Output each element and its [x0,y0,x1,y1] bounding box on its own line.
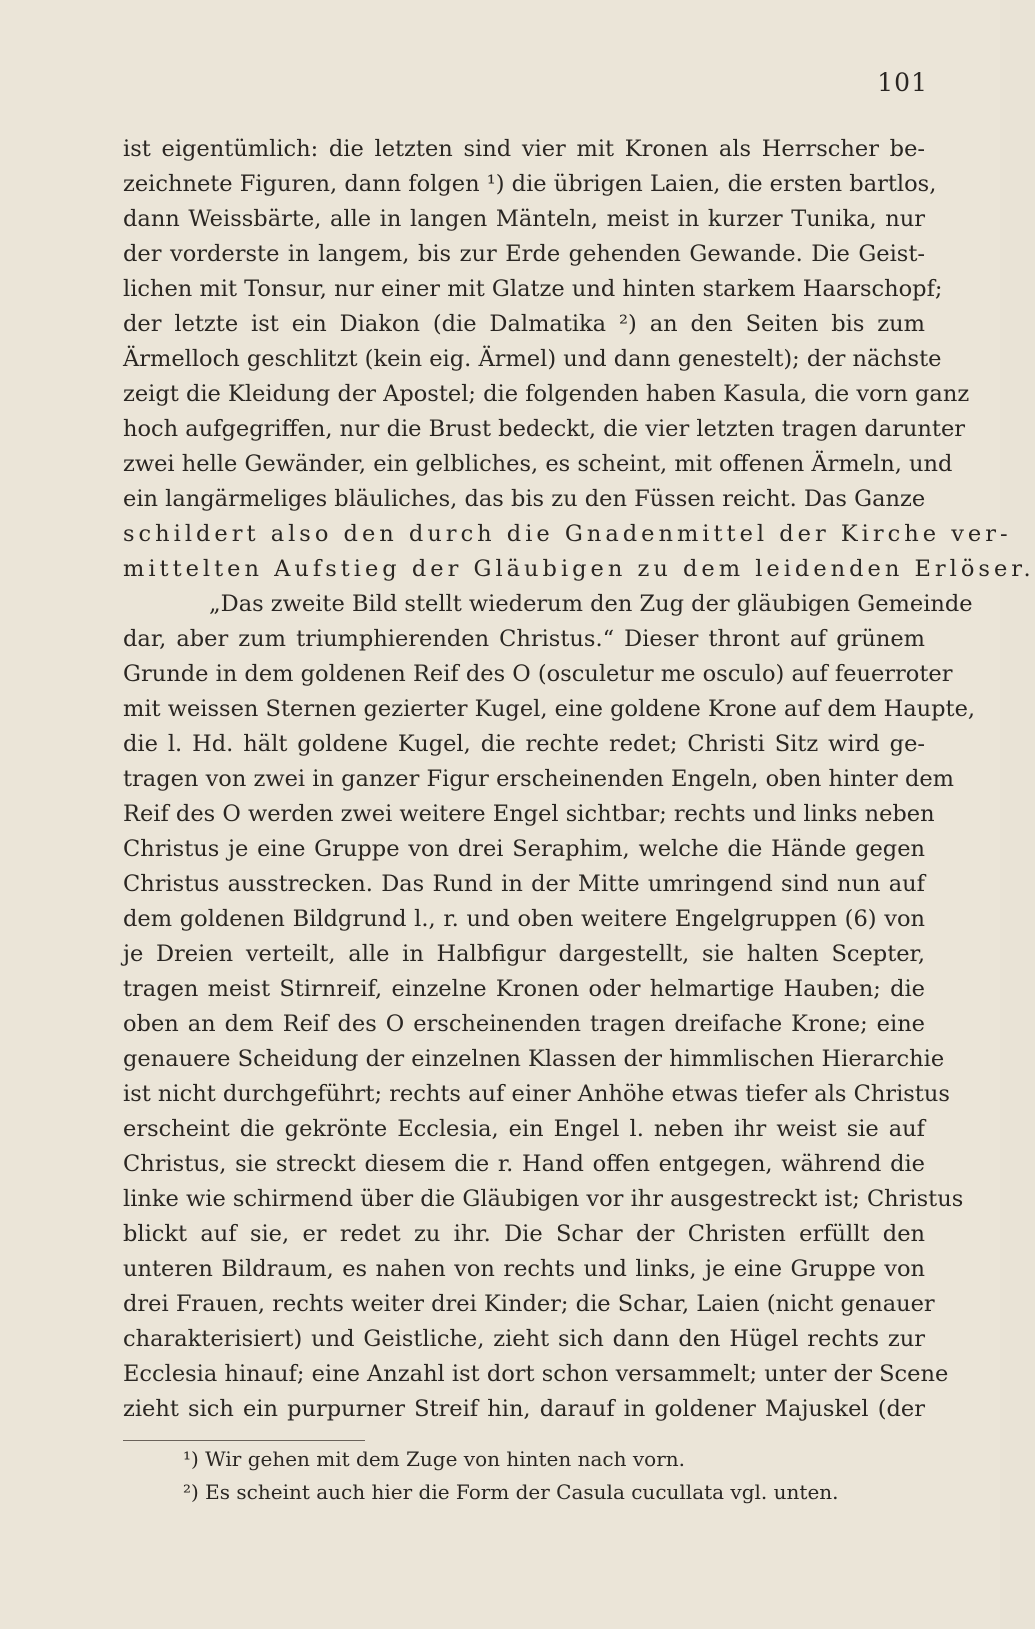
text-line: zieht sich ein purpurner Streif hin, darauf in goldener Majuskel (der [123,1396,925,1422]
text-line: ein langärmeliges bläuliches, das bis zu den Füssen reicht. Das Ganze [123,486,926,512]
text-line: Christus je eine Gruppe von drei Seraphim, welche die Hände gegen [123,836,925,862]
text-line: ist eigentümlich: die letzten sind vier mit Kronen als Herrscher be- [123,136,925,162]
footnote-1: ¹) Wir gehen mit dem Zuge von hinten nach vorn. [183,1447,686,1471]
text-line: tragen von zwei in ganzer Figur erscheinenden Engeln, oben hinter dem [123,766,954,792]
text-line: die l. Hd. hält goldene Kugel, die rechte redet; Christi Sitz wird ge- [123,731,925,757]
text-line: erscheint die gekrönte Ecclesia, ein Engel l. neben ihr weist sie auf [123,1116,925,1142]
text-line: tragen meist Stirnreif, einzelne Kronen oder helmartige Hauben; die [123,976,925,1002]
text-line: drei Frauen, rechts weiter drei Kinder; die Schar, Laien (nicht genauer [123,1291,935,1317]
text-line: Ärmelloch geschlitzt (kein eig. Ärmel) und dann genestelt); der nächste [123,346,942,372]
text-line: Grunde in dem goldenen Reif des O (osculetur me osculo) auf feuerroter [123,661,953,687]
text-line: „Das zweite Bild stellt wiederum den Zug der gläubigen Gemeinde [209,591,973,617]
text-line: lichen mit Tonsur, nur einer mit Glatze und hinten starkem Haarschopf; [123,276,943,302]
text-line: zwei helle Gewänder, ein gelbliches, es scheint, mit offenen Ärmeln, und [123,451,953,477]
text-line: genauere Scheidung der einzelnen Klassen der himmlischen Hierarchie [123,1046,945,1072]
text-line: der letzte ist ein Diakon (die Dalmatika ²) an den Seiten bis zum [123,311,925,337]
text-line: Ecclesia hinauf; eine Anzahl ist dort schon versammelt; unter der Scene [123,1361,949,1387]
text-line: mittelten Aufstieg der Gläubigen zu dem leidenden Erlöser. [123,556,1035,582]
text-line: dar, aber zum triumphierenden Christus.“ Dieser thront auf grünem [123,626,925,652]
page-number: 101 [877,68,928,97]
text-line: zeichnete Figuren, dann folgen ¹) die übrigen Laien, die ersten bartlos, [123,171,937,197]
text-line: dann Weissbärte, alle in langen Mänteln, meist in kurzer Tunika, nur [123,206,925,232]
footnotes [183,1443,923,1509]
text-line: linke wie schirmend über die Gläubigen vor ihr ausgestreckt ist; Christus [123,1186,964,1212]
text-line: charakterisiert) und Geistliche, zieht sich dann den Hügel rechts zur [123,1326,925,1352]
text-line: oben an dem Reif des O erscheinenden tragen dreifache Krone; eine [123,1011,925,1037]
footnote-divider [123,1440,365,1441]
text-line: dem goldenen Bildgrund l., r. und oben weitere Engelgruppen (6) von [123,906,925,932]
text-line: schildert also den durch die Gnadenmittel der Kirche ver- [123,521,1012,547]
footnote-2: ²) Es scheint auch hier die Form der Casula cucullata vgl. unten. [183,1480,839,1504]
text-line: Christus ausstrecken. Das Rund in der Mitte umringend sind nun auf [123,871,925,897]
text-line: der vorderste in langem, bis zur Erde gehenden Gewande. Die Geist- [123,241,925,267]
text-line: blickt auf sie, er redet zu ihr. Die Schar der Christen erfüllt den [123,1221,925,1247]
text-line: Christus, sie streckt diesem die r. Hand offen entgegen, während die [123,1151,925,1177]
text-line: mit weissen Sternen gezierter Kugel, eine goldene Krone auf dem Haupte, [123,696,976,722]
body-text [123,132,1035,1427]
text-line: zeigt die Kleidung der Apostel; die folgenden haben Kasula, die vorn ganz [123,381,970,407]
text-line: unteren Bildraum, es nahen von rechts und links, je eine Gruppe von [123,1256,925,1282]
text-line: Reif des O werden zwei weitere Engel sichtbar; rechts und links neben [123,801,935,827]
text-line: je Dreien verteilt, alle in Halbfigur dargestellt, sie halten Scepter, [123,941,925,967]
text-line: hoch aufgegriffen, nur die Brust bedeckt, die vier letzten tragen darunter [123,416,966,442]
text-line: ist nicht durchgeführt; rechts auf einer Anhöhe etwas tiefer als Christus [123,1081,950,1107]
